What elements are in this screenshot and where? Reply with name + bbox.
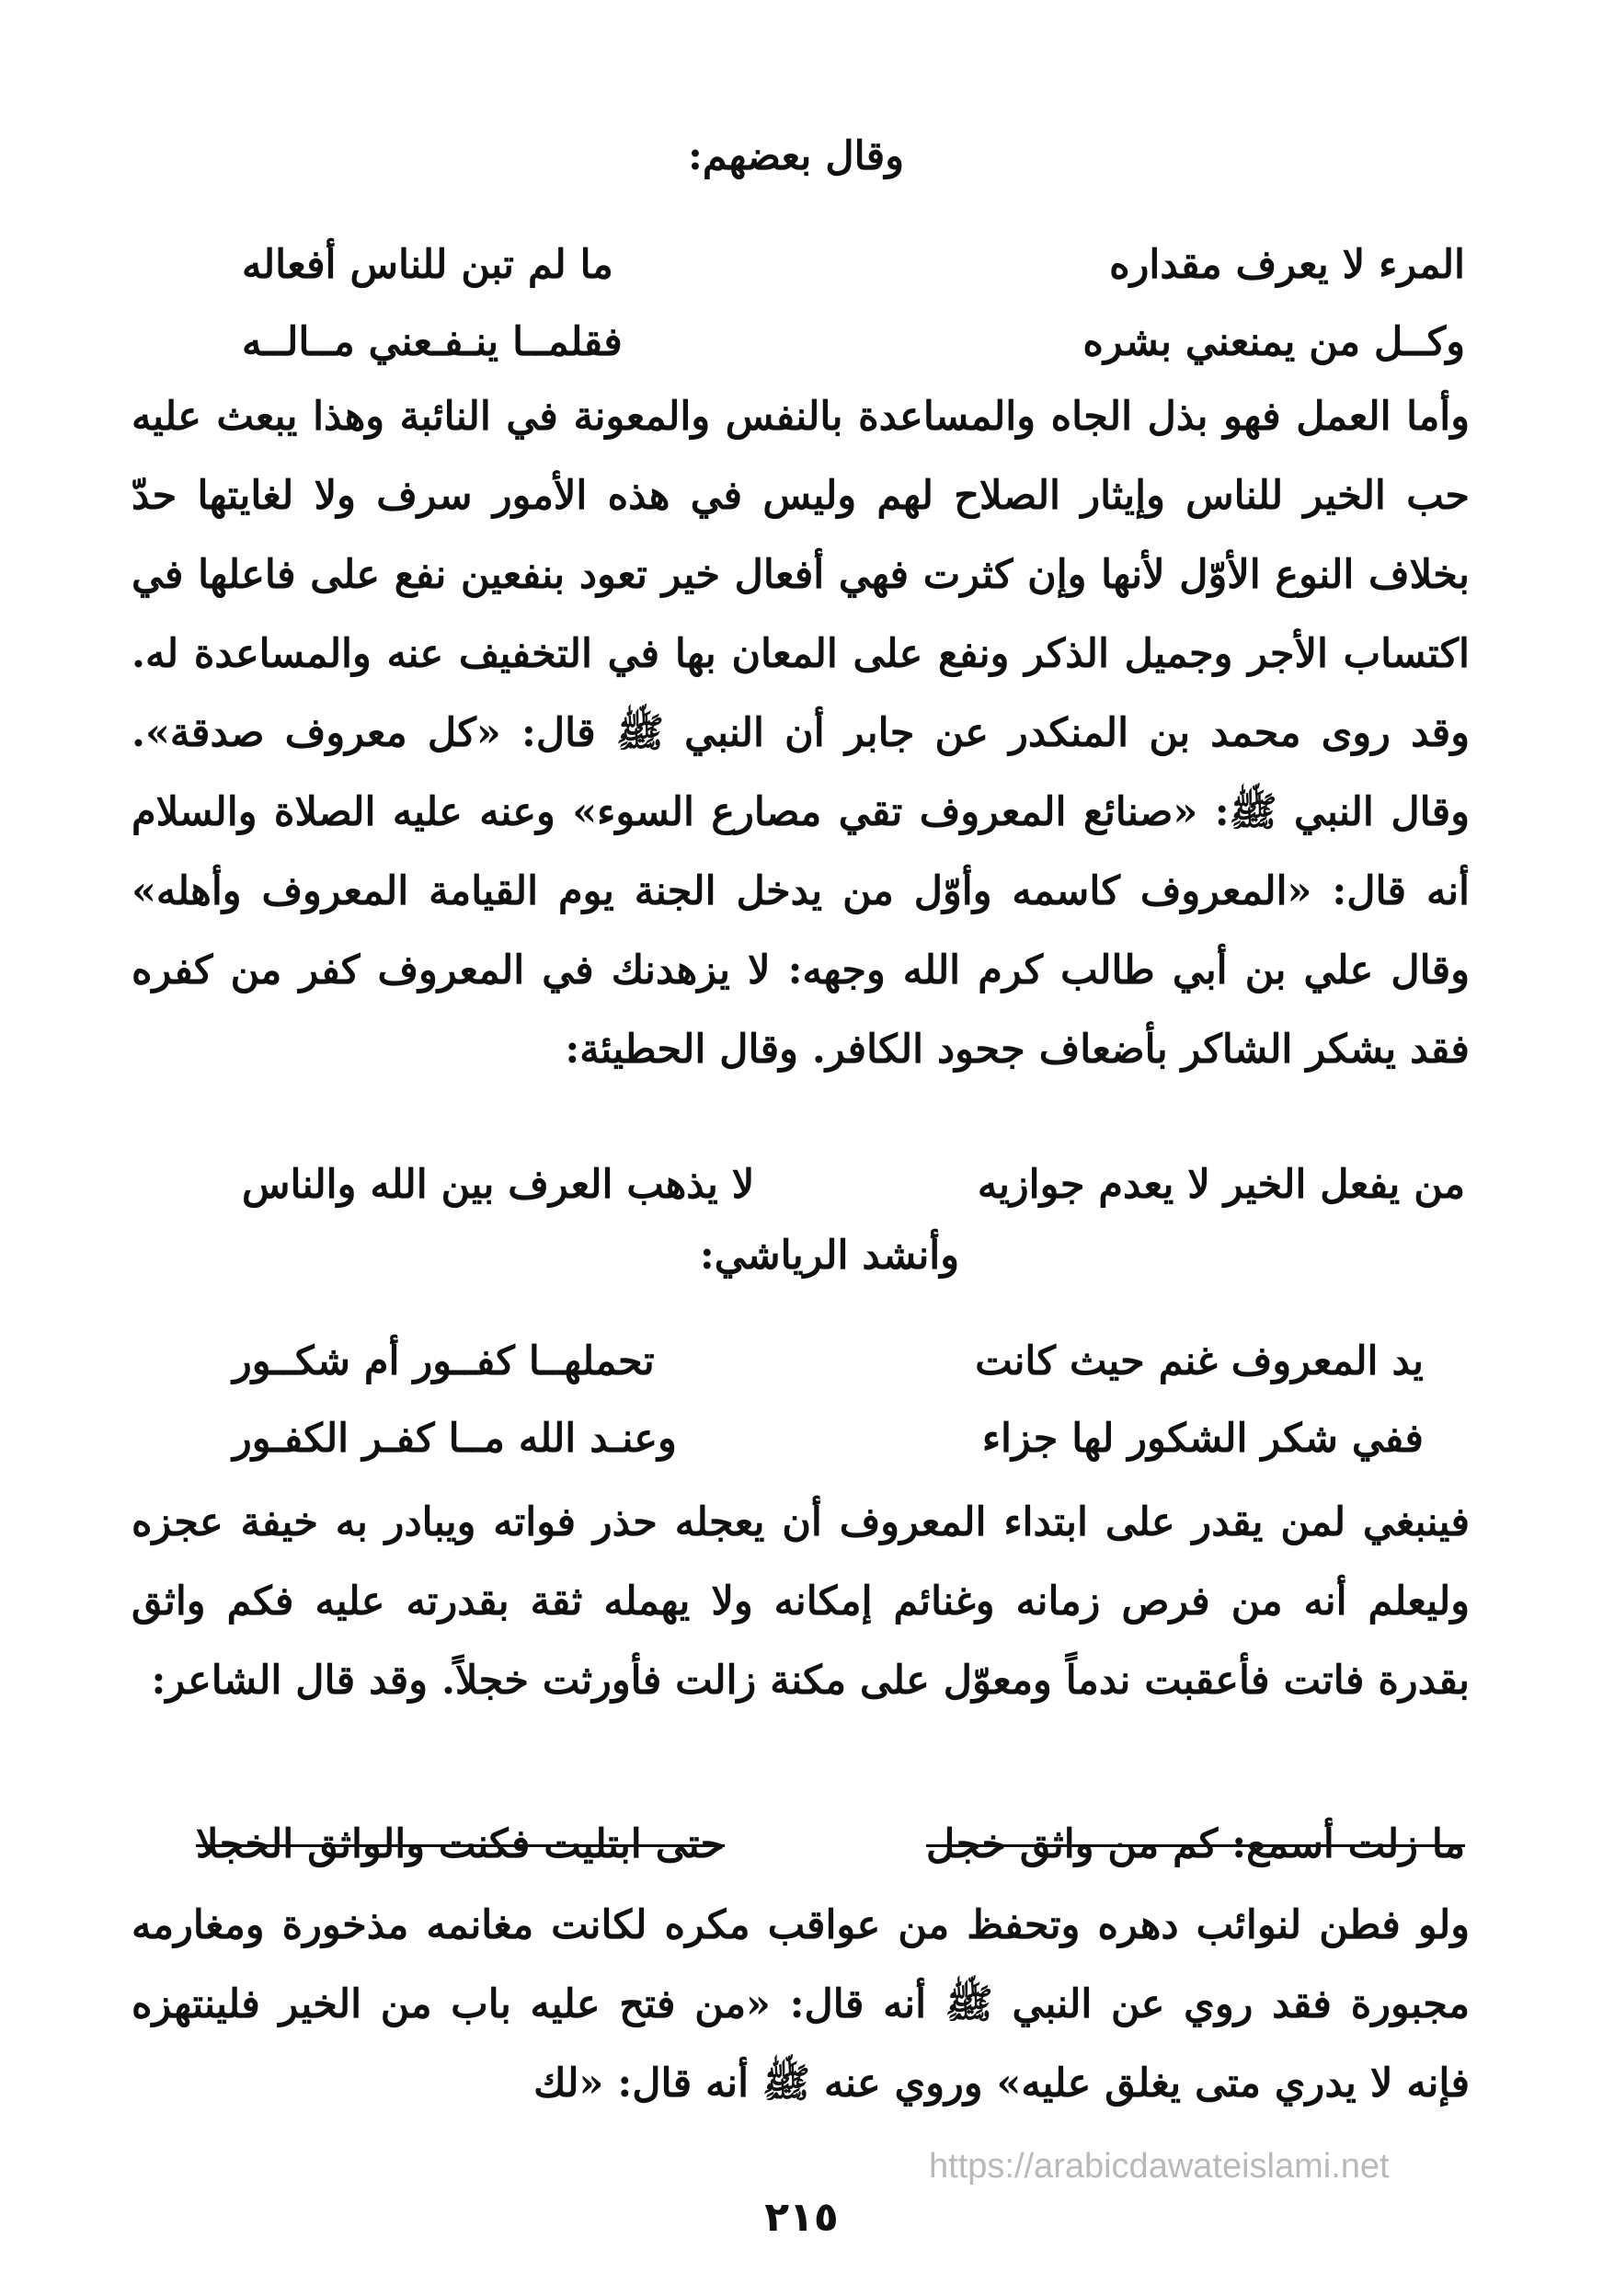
verse-hemistich-second: فقلمــا ينـفـعني مــالــه	[242, 319, 623, 365]
verse-hemistich-first: ففي شكر الشكور لها جزاء	[981, 1416, 1424, 1462]
paragraph: فينبغي لمن يقدر على ابتداء المعروف أن يعجله حذر فواته ويبادر به خيفة عجزه وليعلم أنه من فرص زمانه وغنائم إمكانه ولا يهمله ثقة بقدرته عليه فكم واثق بقدرة فاتت فأعقبت ندماً ومعوّل على مكنة زالت فأورثت خجلاً. وقد قال الشاعر:	[132, 1499, 1470, 1704]
verse-hemistich-second: ما لم تبن للناس أفعاله	[242, 242, 613, 288]
section-heading: وقال بعضهم:	[688, 133, 904, 179]
verse-line	[242, 1157, 1465, 1212]
verse-line	[233, 1411, 1424, 1466]
watermark-url: https://arabicdawateislami.net	[929, 2147, 1390, 2186]
verse-hemistich-second: حتى ابتليت فكنت والواثق الخجلا	[196, 1821, 726, 1867]
verse-line	[242, 237, 1465, 293]
verse-line	[233, 1334, 1424, 1389]
verse-hemistich-first: ما زلت أسمع: كم من واثق خجل	[926, 1821, 1465, 1867]
verse-hemistich-second: وعنـد الله مــا كفـر الكفـور	[233, 1416, 677, 1462]
verse-hemistich-first: يد المعروف غنم حيث كانت	[975, 1338, 1424, 1384]
verse-line	[196, 1817, 1465, 1872]
verse-hemistich-first: من يفعل الخير لا يعدم جوازيه	[977, 1162, 1465, 1208]
verse-hemistich-second: تحملهــا كفــور أم شكــور	[233, 1338, 655, 1384]
verse-hemistich-first: وكــل من يمنعني بشره	[1082, 319, 1465, 365]
page-number: ٢١٥	[764, 2194, 839, 2241]
paragraph: وأما العمل فهو بذل الجاه والمساعدة بالنفس والمعونة في النائبة وهذا يبعث عليه حب الخير للناس وإيثار الصلاح لهم وليس في هذه الأمور سرف ولا لغايتها حدّ بخلاف النوع الأوّل لأنها وإن كثرت فهي أفعال خير تعود بنفعين نفع على فاعلها في اكتساب الأجر وجميل الذكر ونفع على المعان بها في التخفيف عنه والمساعدة له. وقد روى محمد بن المنكدر عن جابر أن النبي ﷺ قال: «كل معروف صدقة». وقال النبي ﷺ: «صنائع المعروف تقي مصارع السوء» وعنه عليه الصلاة والسلام أنه قال: «المعروف كاسمه وأوّل من يدخل الجنة يوم القيامة المعروف وأهله» وقال علي بن أبي طالب كرم الله وجهه: لا يزهدنك في المعروف كفر من كفره فقد يشكر الشاكر بأضعاف جحود الكافر. وقال الحطيئة:	[132, 394, 1470, 1073]
verse-line	[242, 315, 1465, 370]
verse-introduction: وأنشد الرياشي:	[699, 1233, 959, 1279]
paragraph: ولو فطن لنوائب دهره وتحفظ من عواقب مكره لكانت مغانمه مذخورة ومغارمه مجبورة فقد روي عن النبي ﷺ أنه قال: «من فتح عليه باب من الخير فلينتهزه فإنه لا يدري متى يغلق عليه» وروي عنه ﷺ أنه قال: «لك	[132, 1902, 1470, 2107]
verse-hemistich-second: لا يذهب العرف بين الله والناس	[242, 1162, 755, 1208]
verse-hemistich-first: المرء لا يعرف مقداره	[1109, 242, 1465, 288]
